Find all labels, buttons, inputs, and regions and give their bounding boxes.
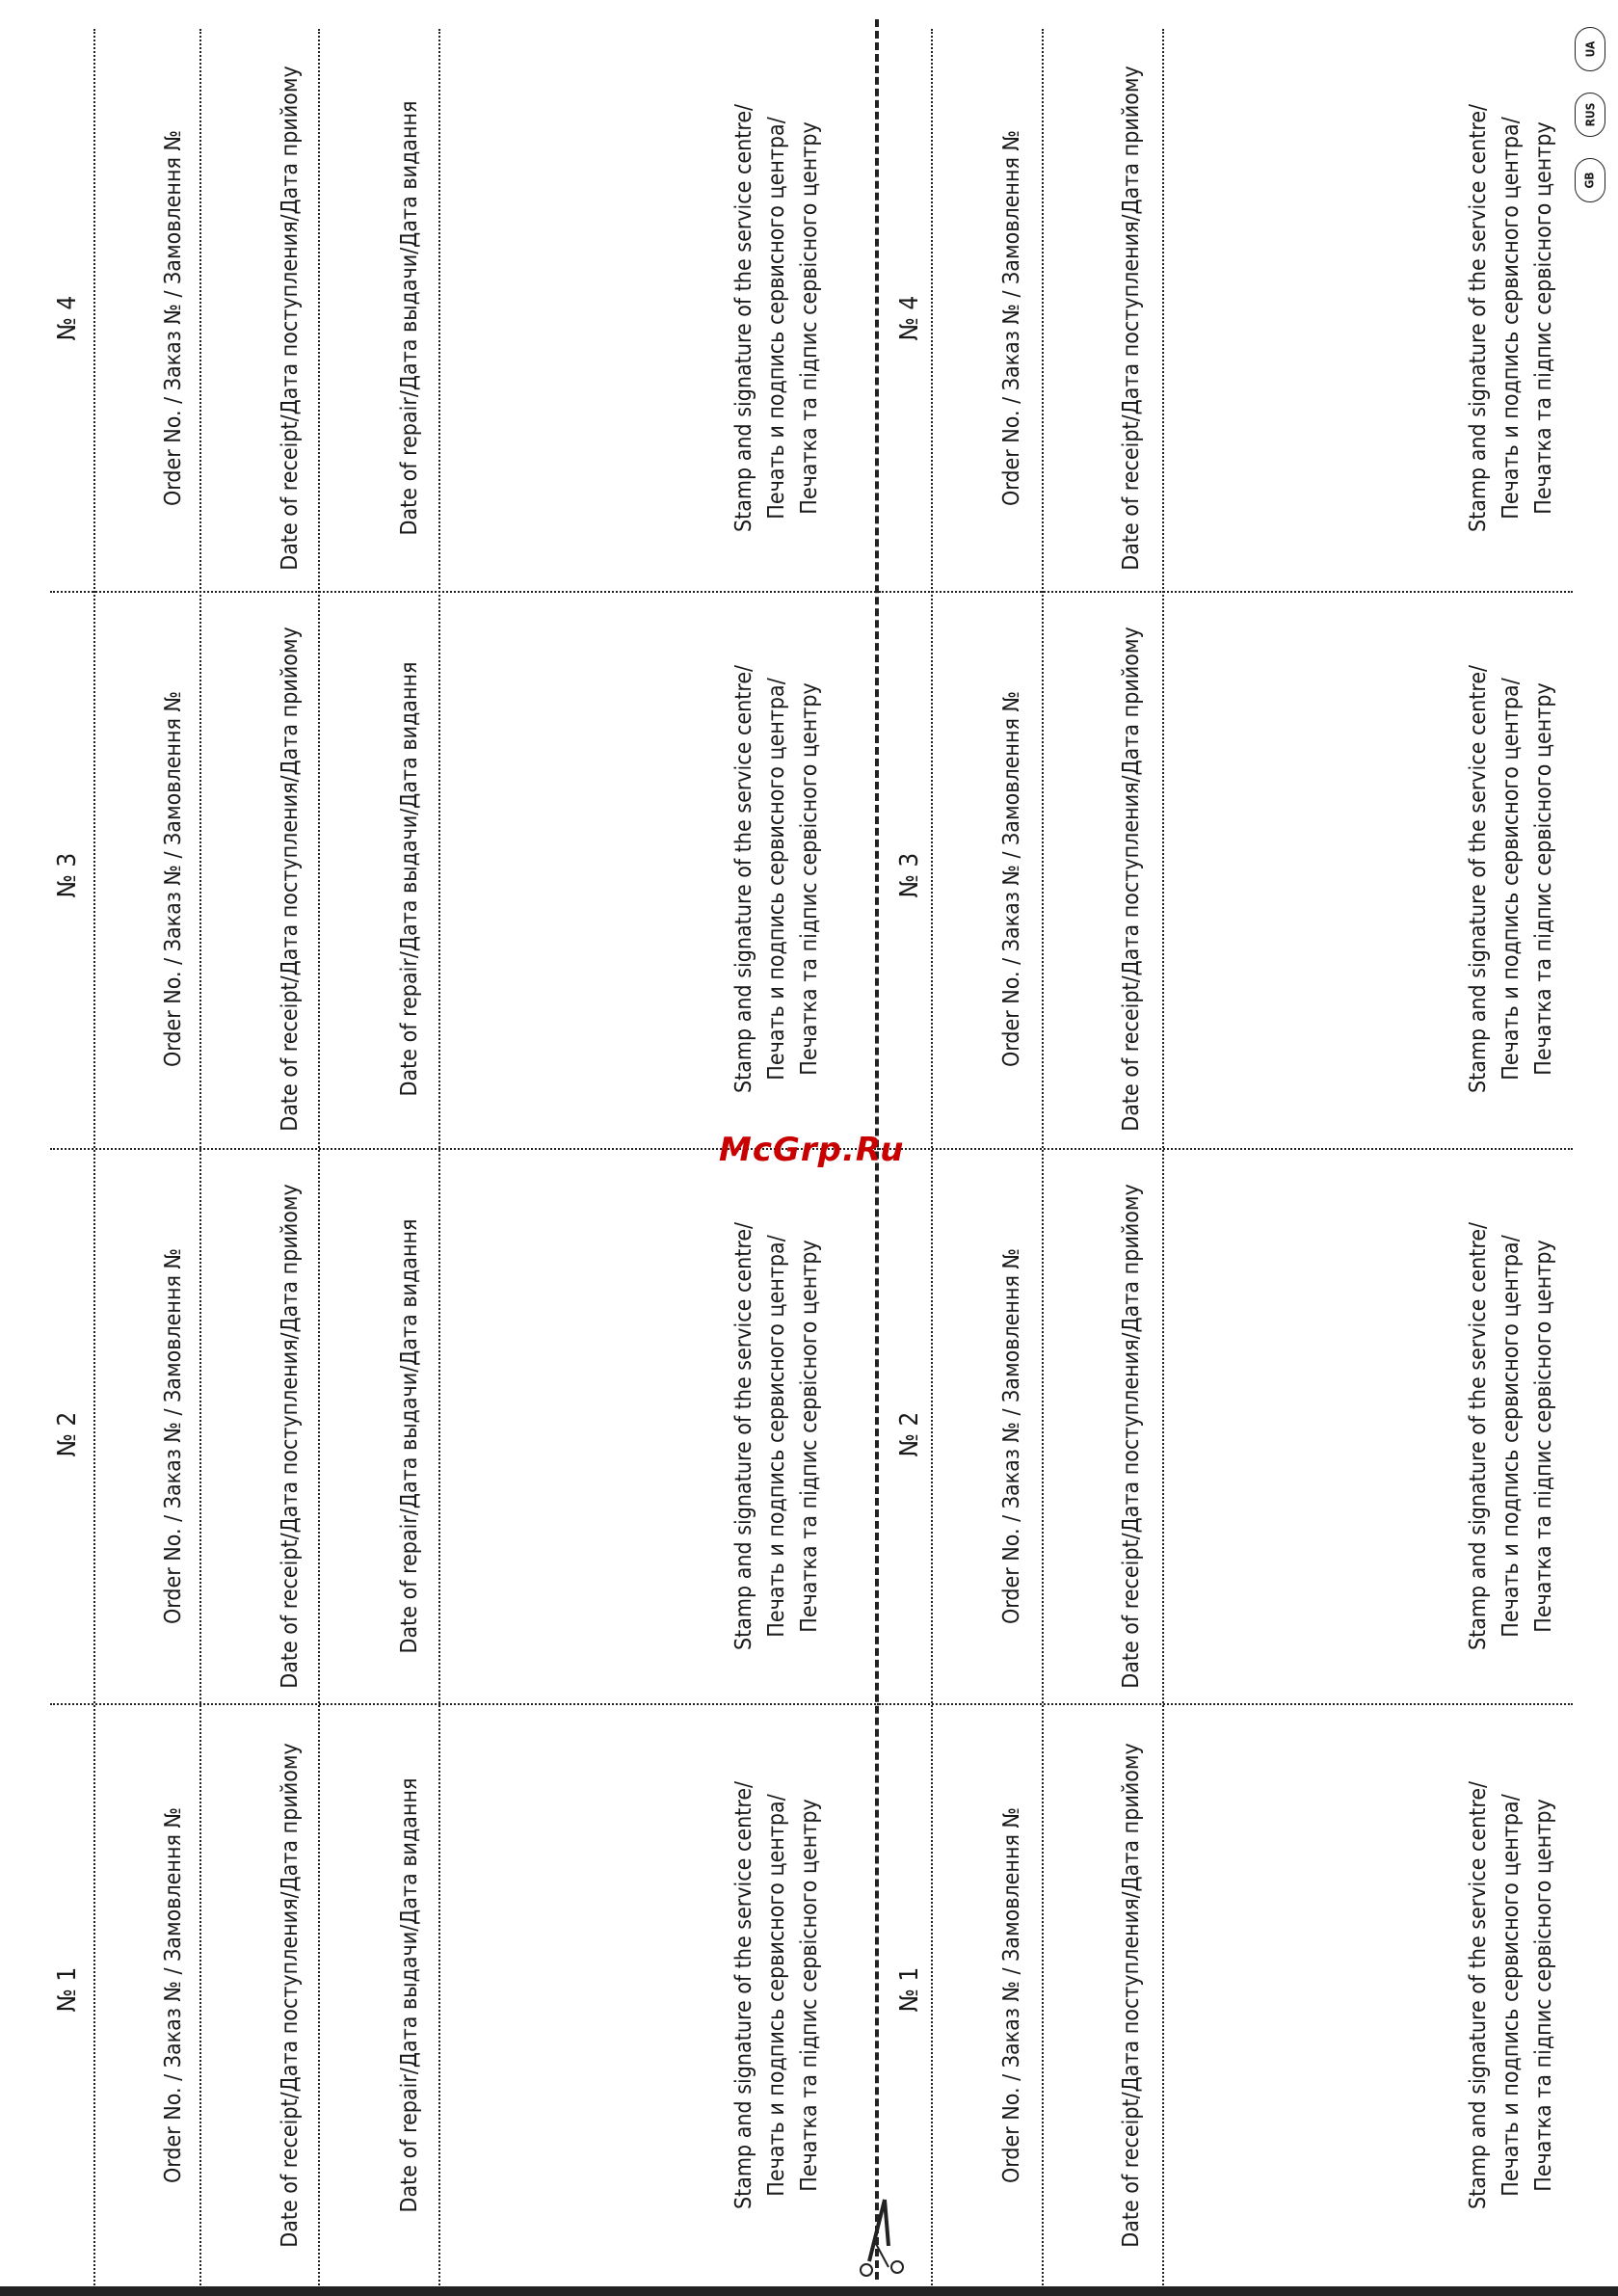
stamp-line-ru: Печать и подпись сервисного центра/ [1499, 678, 1524, 1081]
badge-label: UA [1582, 40, 1597, 58]
service-stamp-label [1462, 1222, 1560, 1650]
receipt-date-label: Date of receipt/Дата поступления/Дата прийому [278, 627, 303, 1132]
repair-date-label: Date of repair/Дата выдачи/Дата видання [397, 661, 422, 1097]
order-number-label: Order No. / Заказ № / Замовлення № [161, 690, 186, 1068]
scissors-icon [856, 2198, 914, 2286]
coupon-number: № 2 [53, 1411, 82, 1457]
receipt-date-label: Date of receipt/Дата поступления/Дата прийому [1119, 1184, 1144, 1689]
service-stamp-label [1462, 665, 1560, 1093]
stamp-line-ru: Печать и подпись сервисного центра/ [764, 117, 789, 520]
repair-date-label: Date of repair/Дата выдачи/Дата видання [397, 1777, 422, 2213]
service-stamp-label [728, 1781, 826, 2209]
stamp-line-ua: Печатка та підпис сервісного центру [1531, 1240, 1556, 1633]
stamp-line-en: Stamp and signature of the service centre/ [1466, 103, 1491, 533]
service-stamp-label [1462, 1781, 1560, 2209]
badge-label: RUS [1582, 102, 1597, 127]
stub-number: № 4 [895, 295, 924, 341]
service-stamp-label [728, 104, 826, 532]
stamp-line-ru: Печать и подпись сервисного центра/ [1499, 1235, 1524, 1638]
column-divider [199, 29, 201, 2289]
stub-number: № 2 [895, 1411, 924, 1457]
receipt-date-label: Date of receipt/Дата поступления/Дата прийому [278, 1743, 303, 2248]
coupon-number: № 4 [53, 295, 82, 341]
stub-divider [879, 1148, 1573, 1150]
receipt-date-label: Date of receipt/Дата поступления/Дата прийому [278, 1184, 303, 1689]
order-number-label: Order No. / Заказ № / Замовлення № [999, 129, 1024, 507]
stamp-line-en: Stamp and signature of the service centre/ [1466, 1780, 1491, 2210]
stamp-line-en: Stamp and signature of the service centre/ [1466, 664, 1491, 1094]
watermark: McGrp.Ru [719, 1131, 905, 1169]
order-number-label: Order No. / Заказ № / Замовлення № [999, 690, 1024, 1068]
receipt-date-label: Date of receipt/Дата поступления/Дата прийому [1119, 1743, 1144, 2248]
stamp-line-ru: Печать и подпись сервисного центра/ [764, 1794, 789, 2197]
order-number-label: Order No. / Заказ № / Замовлення № [999, 1247, 1024, 1625]
stamp-line-en: Stamp and signature of the service centre/ [731, 103, 756, 533]
stamp-line-ru: Печать и подпись сервисного центра/ [1499, 117, 1524, 520]
receipt-date-label: Date of receipt/Дата поступления/Дата прийому [1119, 627, 1144, 1132]
stamp-line-en: Stamp and signature of the service centre/ [1466, 1221, 1491, 1651]
stamp-line-ua: Печатка та підпис сервісного центру [1531, 682, 1556, 1076]
language-badge-ua [1575, 27, 1605, 71]
coupon-divider [50, 591, 879, 593]
stamp-line-ua: Печатка та підпис сервісного центру [797, 1240, 822, 1633]
stamp-line-ua: Печатка та підпис сервісного центру [797, 1799, 822, 2192]
stamp-line-ru: Печать и подпись сервисного центра/ [1499, 1794, 1524, 2197]
receipt-date-label: Date of receipt/Дата поступления/Дата прийому [278, 66, 303, 571]
repair-date-label: Date of repair/Дата выдачи/Дата видання [397, 100, 422, 536]
column-divider [438, 29, 440, 2289]
stub-divider [879, 591, 1573, 593]
stamp-line-ru: Печать и подпись сервисного центра/ [764, 1235, 789, 1638]
stamp-line-en: Stamp and signature of the service centre/ [731, 664, 756, 1094]
order-number-label: Order No. / Заказ № / Замовлення № [161, 1806, 186, 2184]
stub-divider [879, 1703, 1573, 1705]
service-stamp-label [728, 665, 826, 1093]
column-divider [1042, 29, 1044, 2289]
column-divider [93, 29, 95, 2289]
stamp-line-ru: Печать и подпись сервисного центра/ [764, 678, 789, 1081]
service-stamp-label [728, 1222, 826, 1650]
stamp-line-en: Stamp and signature of the service centre/ [731, 1221, 756, 1651]
page-bottom-rule [0, 2286, 1618, 2296]
stamp-line-ua: Печатка та підпис сервісного центру [797, 682, 822, 1076]
coupon-divider [50, 1703, 879, 1705]
order-number-label: Order No. / Заказ № / Замовлення № [161, 1247, 186, 1625]
repair-date-label: Date of repair/Дата выдачи/Дата видання [397, 1218, 422, 1654]
column-divider [318, 29, 320, 2289]
language-badge-gb [1575, 158, 1605, 202]
stamp-line-ua: Печатка та підпис сервісного центру [797, 121, 822, 515]
order-number-label: Order No. / Заказ № / Замовлення № [999, 1806, 1024, 2184]
receipt-date-label: Date of receipt/Дата поступления/Дата прийому [1119, 66, 1144, 571]
stamp-line-ua: Печатка та підпис сервісного центру [1531, 121, 1556, 515]
stamp-line-en: Stamp and signature of the service centre/ [731, 1780, 756, 2210]
language-badge-rus [1575, 93, 1605, 137]
stub-number: № 3 [895, 852, 924, 898]
column-divider [1162, 29, 1164, 2289]
coupon-number: № 3 [53, 852, 82, 898]
stub-number: № 1 [895, 1966, 924, 2013]
column-divider [931, 29, 933, 2289]
stamp-line-ua: Печатка та підпис сервісного центру [1531, 1799, 1556, 2192]
coupon-number: № 1 [53, 1966, 82, 2013]
service-stamp-label [1462, 104, 1560, 532]
badge-label: GB [1583, 172, 1597, 189]
order-number-label: Order No. / Заказ № / Замовлення № [161, 129, 186, 507]
